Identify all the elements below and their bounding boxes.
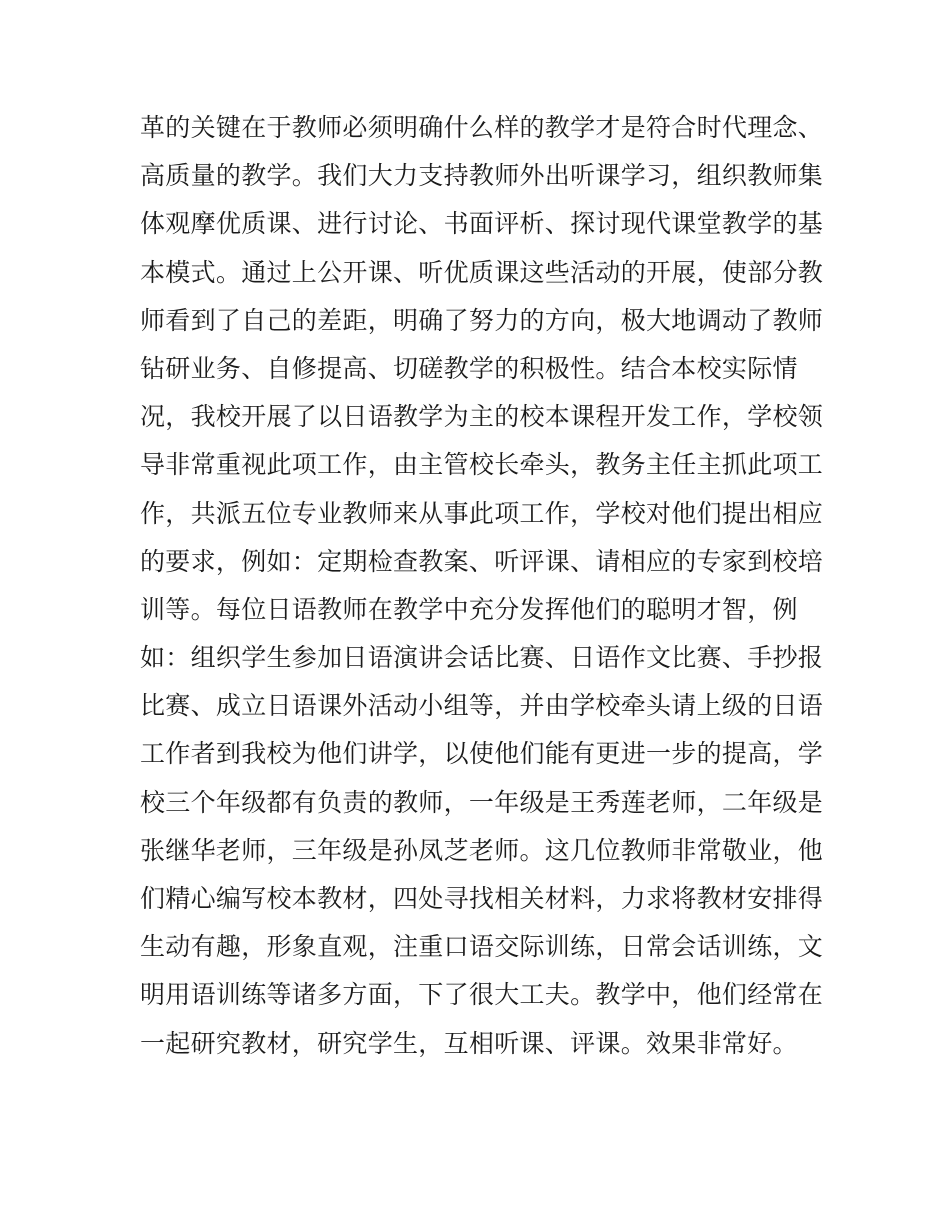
text-line: 师看到了自己的差距，明确了努力的方向，极大地调动了教师 xyxy=(140,305,824,335)
text-line: 如：组织学生参加日语演讲会话比赛、日语作文比赛、手抄报 xyxy=(140,643,824,673)
text-line: 钻研业务、自修提高、切磋教学的积极性。结合本校实际情 xyxy=(140,353,798,383)
text-line: 革的关键在于教师必须明确什么样的教学才是符合时代理念、 xyxy=(140,113,824,142)
text-line: 比赛、成立日语课外活动小组等，并由学校牵头请上级的日语 xyxy=(140,691,824,721)
text-line: 本模式。通过上公开课、听优质课这些活动的开展，使部分教 xyxy=(140,257,824,287)
text-line: 作，共派五位专业教师来从事此项工作，学校对他们提出相应 xyxy=(140,498,824,528)
text-line: 生动有趣，形象直观，注重口语交际训练，日常会话训练，文 xyxy=(140,932,824,962)
text-line: 校三个年级都有负责的教师，一年级是王秀莲老师，二年级是 xyxy=(140,787,824,817)
text-line: 高质量的教学。我们大力支持教师外出听课学习，组织教师集 xyxy=(140,161,824,191)
text-line: 们精心编写校本教材，四处寻找相关材料，力求将教材安排得 xyxy=(140,884,824,913)
text-line: 明用语训练等诸多方面，下了很大工夫。教学中，他们经常在 xyxy=(140,980,824,1010)
text-line: 的要求，例如：定期检查教案、听评课、请相应的专家到校培 xyxy=(140,546,824,576)
text-line: 一起研究教材，研究学生，互相听课、评课。效果非常好。 xyxy=(140,1028,798,1058)
text-line: 张继华老师，三年级是孙凤芝老师。这几位教师非常敬业，他 xyxy=(140,835,824,865)
text-line: 工作者到我校为他们讲学，以使他们能有更进一步的提高，学 xyxy=(140,739,824,769)
body-paragraph xyxy=(140,104,824,1068)
text-line: 训等。每位日语教师在教学中充分发挥他们的聪明才智，例 xyxy=(140,594,798,624)
text-line: 体观摩优质课、进行讨论、书面评析、探讨现代课堂教学的基 xyxy=(140,209,824,239)
text-line: 况，我校开展了以日语教学为主的校本课程开发工作，学校领 xyxy=(140,402,824,432)
text-line: 导非常重视此项工作，由主管校长牵头，教务主任主抓此项工 xyxy=(140,450,824,480)
